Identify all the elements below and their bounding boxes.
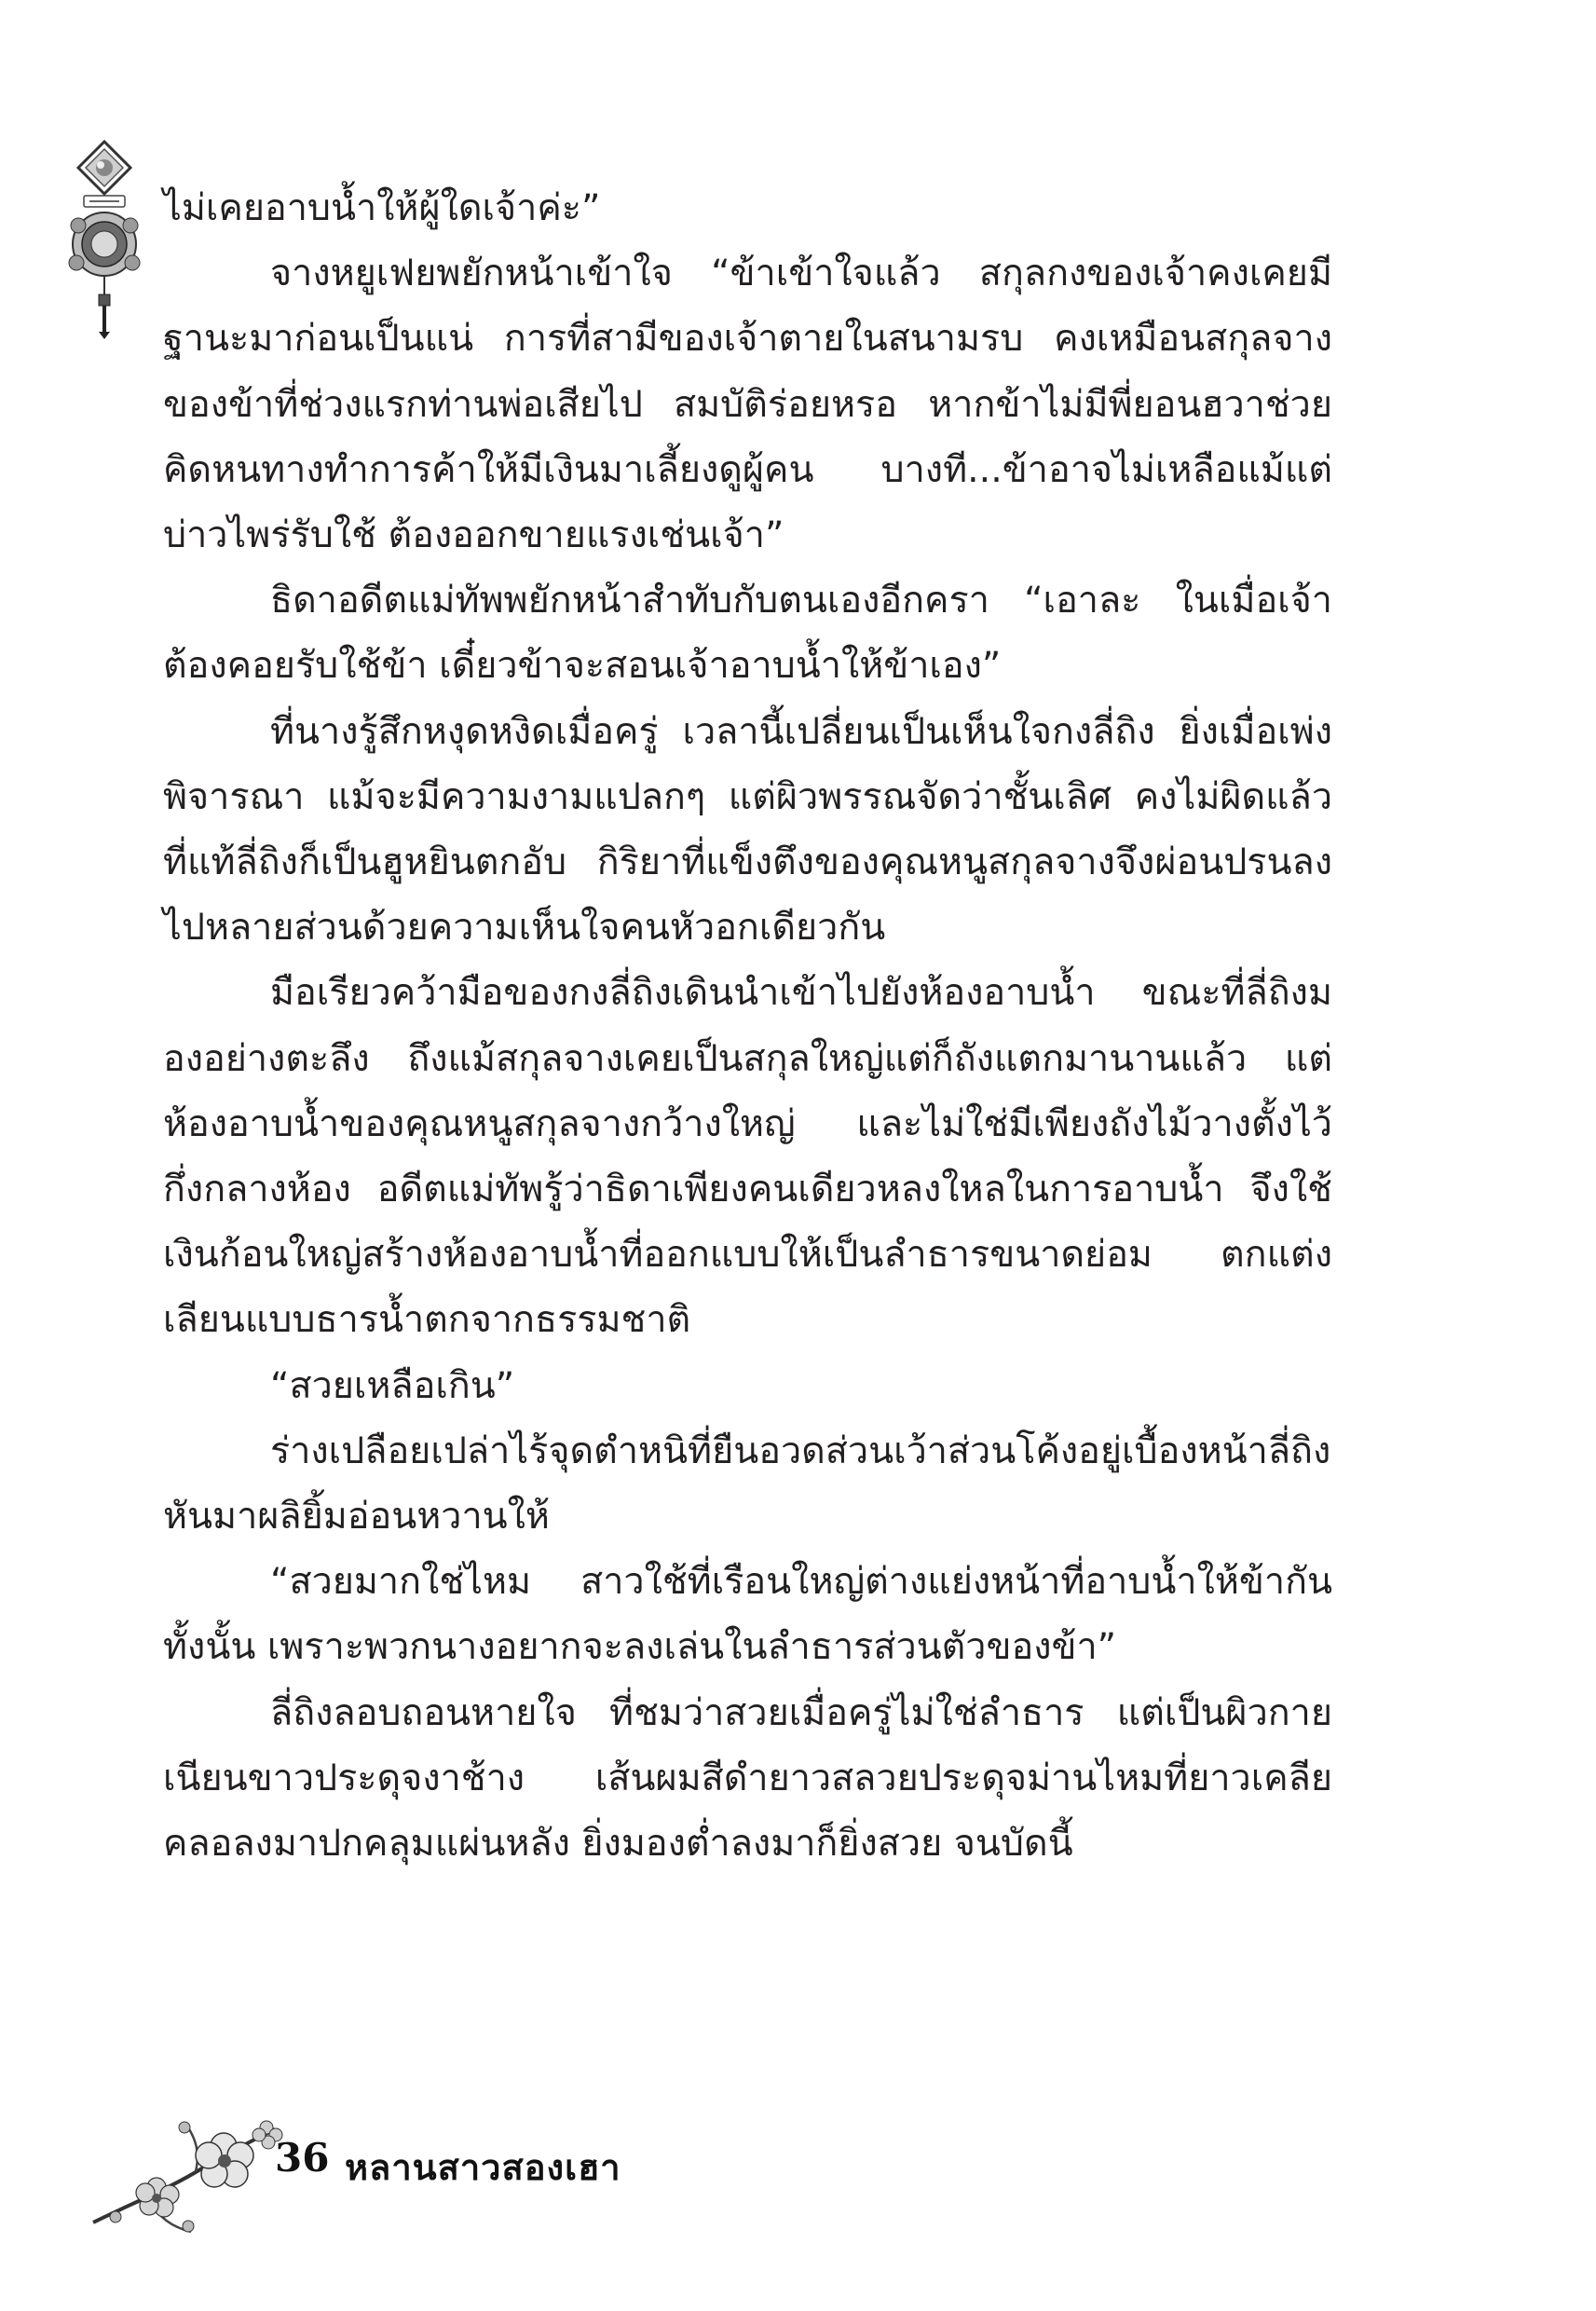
paragraph: ร่างเปลือยเปล่าไร้จุดตำหนิที่ยืนอวดส่วนเว้าส่วนโค้งอยู่เบื้องหน้าลี่ถิงหันมาผลิยิ้มอ่อนหวานให้ bbox=[163, 1429, 1331, 1538]
page-footer bbox=[84, 2101, 736, 2241]
header-ornament-icon bbox=[58, 140, 151, 340]
paragraph: “สวยมากใช่ไหม สาวใช้ที่เรือนใหญ่ต่างแย่งหน้าที่อาบน้ำให้ข้ากันทั้งนั้น เพราะพวกนางอยากจะลงเล่นในลำธารส่วนตัวของข้า” bbox=[163, 1560, 1332, 1669]
page-number: 36 bbox=[275, 2135, 330, 2181]
body-text bbox=[163, 175, 1332, 1876]
paragraph: ธิดาอดีตแม่ทัพพยักหน้าสำทับกับตนเองอีกครา “เอาละ ในเมื่อเจ้าต้องคอยรับใช้ข้า เดี๋ยวข้าจะสอนเจ้าอาบน้ำให้ข้าเอง” bbox=[163, 579, 1332, 688]
paragraph: “สวยเหลือเกิน” bbox=[270, 1363, 515, 1407]
paragraph: มือเรียวคว้ามือของกงลี่ถิงเดินนำเข้าไปยังห้องอาบน้ำ ขณะที่ลี่ถิงมองอย่างตะลึง ถึงแม้สกุลจางเคยเป็นสกุลใหญ่แต่ก็ถังแตกมานานแล้ว แต่ห้องอาบน้ำของคุณหนูสกุลจางกว้างใหญ่ และไม่ใช่มีเพียงถังไม้วางตั้งไว้กึ่งกลางห้อง อดีตแม่ทัพรู้ว่าธิดาเพียงคนเดียวหลงใหลในการอาบน้ำ จึงใช้เงินก้อนใหญ่สร้างห้องอาบน้ำที่ออกแบบให้เป็นลำธารขนาดย่อม ตกแต่งเลียนแบบธารน้ำตกจากธรรมชาติ bbox=[163, 971, 1332, 1342]
paragraph: จางหยูเฟยพยักหน้าเข้าใจ “ข้าเข้าใจแล้ว สกุลกงของเจ้าคงเคยมีฐานะมาก่อนเป็นแน่ การที่สามีของเจ้าตายในสนามรบ คงเหมือนสกุลจางของข้าที่ช่วงแรกท่านพ่อเสียไป สมบัติร่อยหรอ หากข้าไม่มีพี่ยอนฮวาช่วยคิดหนทางทำการค้าให้มีเงินมาเลี้ยงดูผู้คน บางที...ข้าอาจไม่เหลือแม้แต่บ่าวไพร่รับใช้ ต้องออกขายแรงเช่นเจ้า” bbox=[163, 252, 1332, 557]
book-title: หลานสาวสองเฮา bbox=[345, 2147, 621, 2188]
paragraph: ไม่เคยอาบน้ำให้ผู้ใดเจ้าค่ะ” bbox=[163, 186, 601, 229]
paragraph: ที่นางรู้สึกหงุดหงิดเมื่อครู่ เวลานี้เปลี่ยนเป็นเห็นใจกงลี่ถิง ยิ่งเมื่อเพ่งพิจารณา แม้จะมีความงามแปลกๆ แต่ผิวพรรณจัดว่าชั้นเลิศ คงไม่ผิดแล้ว ที่แท้ลี่ถิงก็เป็นฮูหยินตกอับ กิริยาที่แข็งตึงของคุณหนูสกุลจางจึงผ่อนปรนลงไปหลายส่วนด้วยความเห็นใจคนหัวอกเดียวกัน bbox=[163, 709, 1332, 950]
paragraph: ลี่ถิงลอบถอนหายใจ ที่ชมว่าสวยเมื่อครู่ไม่ใช่ลำธาร แต่เป็นผิวกายเนียนขาวประดุจงาช้าง เส้นผมสีดำยาวสลวยประดุจม่านไหมที่ยาวเคลียคลอลงมาปกคลุมแผ่นหลัง ยิ่งมองต่ำลงมาก็ยิ่งสวย จนบัดนี้ bbox=[163, 1690, 1332, 1866]
plum-blossom-icon bbox=[84, 2101, 298, 2241]
